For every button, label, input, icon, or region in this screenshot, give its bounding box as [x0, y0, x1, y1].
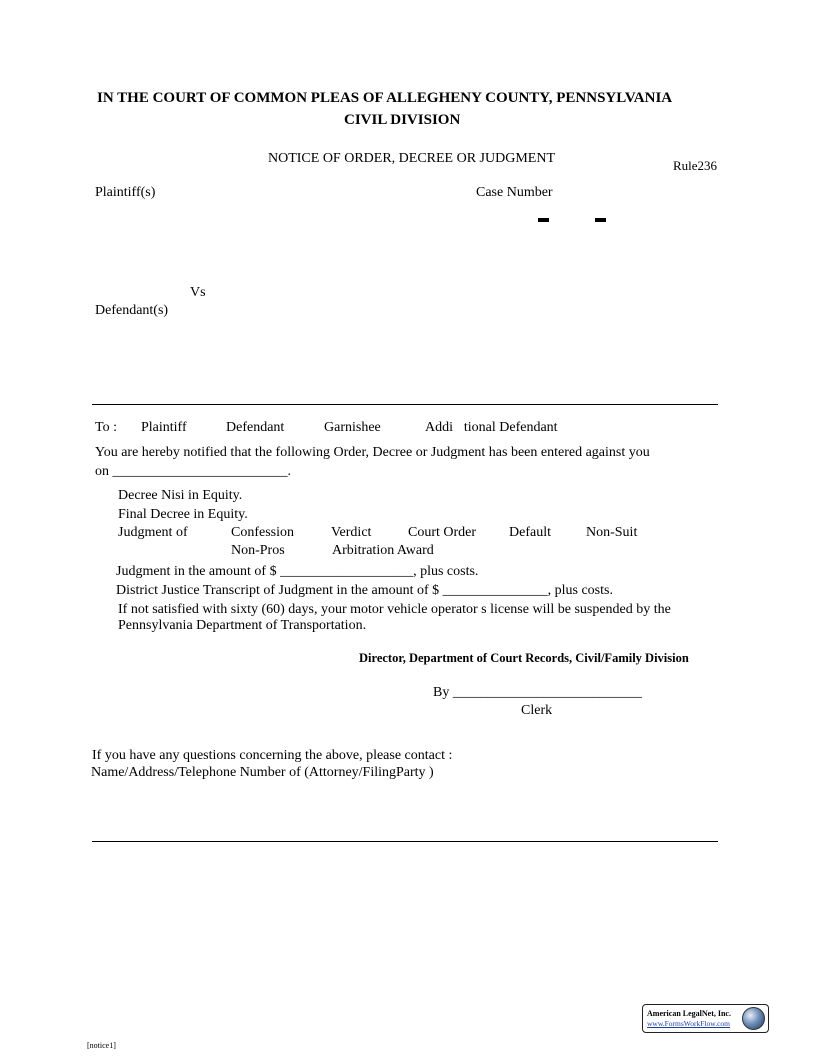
- defendant-label: Defendant(s): [95, 303, 169, 318]
- by-signature-field[interactable]: By ___________________________: [433, 685, 642, 700]
- divider-line: [92, 404, 718, 405]
- case-number-separator: [538, 218, 549, 222]
- notice-date-field[interactable]: on _________________________.: [95, 464, 291, 479]
- to-label: To :: [95, 420, 117, 435]
- judgment-of-label: Judgment of: [118, 525, 188, 540]
- case-number-label: Case Number: [476, 185, 553, 200]
- district-justice-amount-field[interactable]: District Justice Transcript of Judgment in the amount of $ _______________, plus costs.: [116, 583, 613, 598]
- contact-signature-line: [92, 841, 718, 842]
- plaintiff-label: Plaintiff(s): [95, 185, 156, 200]
- judgment-non-pros-option[interactable]: Non-Pros: [231, 543, 285, 558]
- contact-line-2: Name/Address/Telephone Number of (Attorney/FilingParty ): [91, 765, 434, 780]
- judgment-verdict-option[interactable]: Verdict: [331, 525, 372, 540]
- judgment-amount-field[interactable]: Judgment in the amount of $ ___________________, plus costs.: [116, 564, 479, 579]
- vs-label: Vs: [190, 285, 206, 300]
- license-warning-line-1: If not satisfied with sixty (60) days, your motor vehicle operator s license will be suspended by the: [118, 602, 671, 617]
- judgment-default-option[interactable]: Default: [509, 525, 551, 540]
- decree-nisi-option[interactable]: Decree Nisi in Equity.: [118, 488, 243, 503]
- form-id: [notice1]: [87, 1041, 116, 1050]
- to-option-defendant[interactable]: Defendant: [226, 420, 285, 435]
- rule-label: Rule236: [673, 158, 718, 173]
- license-warning-line-2: Pennsylvania Department of Transportation.: [118, 618, 367, 633]
- notice-line-1: You are hereby notified that the following Order, Decree or Judgment has been entered against you: [95, 445, 650, 460]
- director-title: Director, Department of Court Records, Civil/Family Division: [359, 651, 689, 665]
- notice-title: NOTICE OF ORDER, DECREE OR JUDGMENT: [268, 151, 555, 166]
- contact-line-1: If you have any questions concerning the above, please contact :: [92, 748, 453, 763]
- to-option-garnishee[interactable]: Garnishee: [324, 420, 381, 435]
- division-title: CIVIL DIVISION: [344, 112, 461, 128]
- to-option-plaintiff[interactable]: Plaintiff: [141, 420, 187, 435]
- final-decree-option[interactable]: Final Decree in Equity.: [118, 507, 248, 522]
- judgment-confession-option[interactable]: Confession: [231, 525, 294, 540]
- case-number-separator: [595, 218, 606, 222]
- globe-icon: [742, 1007, 765, 1030]
- american-legalnet-logo: [642, 1004, 769, 1033]
- clerk-label: Clerk: [521, 703, 553, 718]
- court-title: IN THE COURT OF COMMON PLEAS OF ALLEGHENY COUNTY, PENNSYLVANIA: [97, 90, 673, 106]
- judgment-arbitration-award-option[interactable]: Arbitration Award: [332, 543, 434, 558]
- judgment-non-suit-option[interactable]: Non-Suit: [586, 525, 638, 540]
- judgment-court-order-option[interactable]: Court Order: [408, 525, 477, 540]
- to-option-additional-defendant[interactable]: Addi tional Defendant: [425, 420, 558, 435]
- logo-url-link[interactable]: www.FormsWorkFlow.com: [647, 1019, 731, 1028]
- logo-company-name: American LegalNet, Inc.: [647, 1009, 731, 1018]
